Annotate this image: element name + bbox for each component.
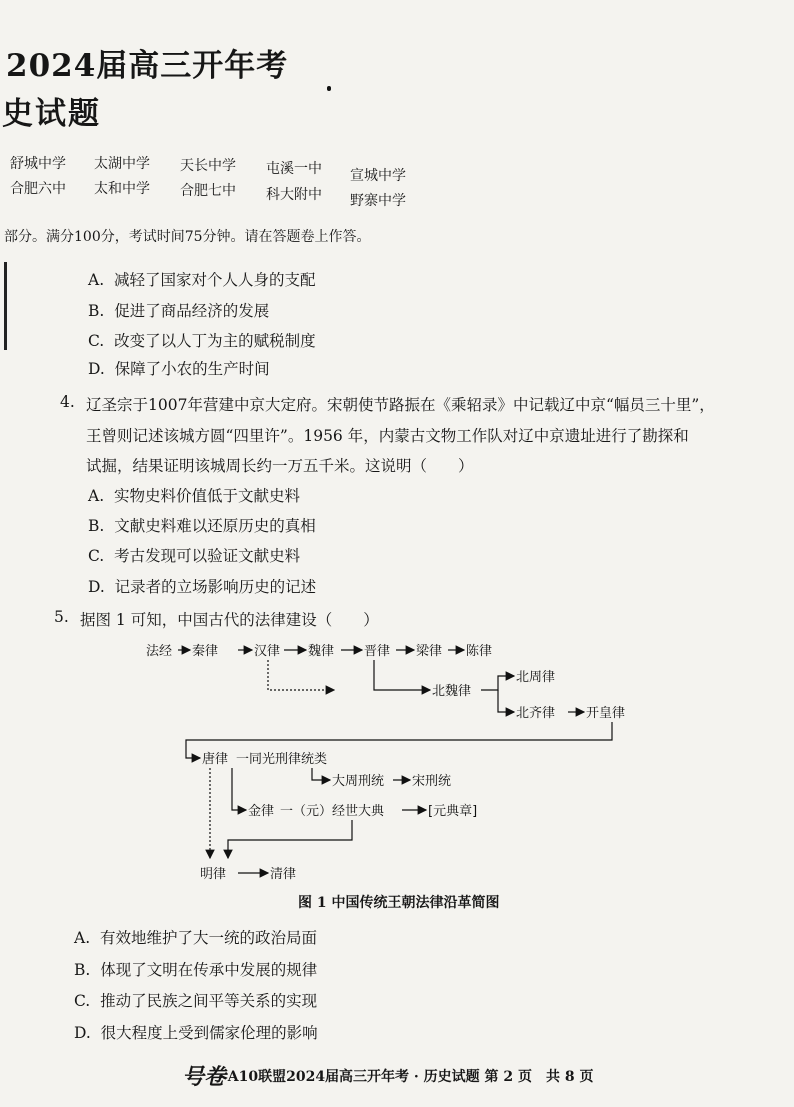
question-stem-line: 辽圣宗于1007年营建中京大定府。宋朝使节路振在《乘轺录》中记载辽中京“幅员三十里”， [86, 396, 715, 414]
node-fajing: 法经 [146, 644, 173, 659]
ink-dot [327, 86, 331, 91]
question-5-stem: 据图 1 可知，中国古代的法律建设（ ） [80, 611, 379, 629]
school-name: 太湖中学 [94, 156, 150, 172]
option-b: B. 促进了商品经济的发展 [88, 302, 270, 320]
node-qinglv: 清律 [270, 867, 297, 882]
option-c: C. 改变了以人丁为主的赋税制度 [88, 332, 316, 350]
node-qinlv: 秦律 [192, 644, 219, 659]
school-name: 野寨中学 [350, 193, 406, 209]
margin-line [4, 262, 7, 350]
node-hanlv: 汉律 [254, 644, 281, 659]
question-number: 4. [60, 393, 75, 411]
node-lianglv: 梁律 [416, 644, 443, 659]
school-name: 天长中学 [180, 158, 236, 174]
exam-title: 2024届高三开年考 [6, 48, 289, 84]
node-weilv: 魏律 [308, 644, 335, 659]
node-songxing: 宋刑统 [412, 774, 452, 789]
option-d: D. 很大程度上受到儒家伦理的影响 [74, 1024, 318, 1042]
node-yuan: 一（元）经世大典 [280, 804, 385, 819]
node-tanglv: 唐律 [202, 752, 229, 767]
school-name: 太和中学 [94, 181, 150, 197]
school-name: 合肥六中 [10, 181, 66, 197]
school-name: 合肥七中 [180, 183, 236, 199]
question-stem-line: 试掘，结果证明该城周长约一万五千米。这说明（ ） [86, 457, 474, 475]
node-beiweilv: 北魏律 [432, 684, 472, 699]
node-minglv: 明律 [200, 867, 227, 882]
option-a: A. 减轻了国家对个人人身的支配 [88, 271, 316, 289]
option-c: C. 考古发现可以验证文献史料 [88, 547, 301, 565]
exam-subject-title: 史试题 [2, 96, 101, 132]
school-name: 科大附中 [266, 187, 322, 203]
node-tongguang: 一同光刑律统类 [236, 752, 328, 767]
option-c: C. 推动了民族之间平等关系的实现 [74, 992, 318, 1010]
option-b: B. 文献史料难以还原历史的真相 [88, 517, 316, 535]
page-footer: · A10联盟2024届高三开年考 · 历史试题 第 2 页 共 8 页 [218, 1069, 594, 1085]
option-d: D. 保障了小农的生产时间 [88, 360, 270, 378]
option-b: B. 体现了文明在传承中发展的规律 [74, 961, 318, 979]
option-a: A. 有效地维护了大一统的政治局面 [74, 929, 317, 947]
node-kaihuanglv: 开皇律 [586, 706, 626, 721]
figure-caption: 图 1 中国传统王朝法律沿革简图 [298, 895, 500, 911]
node-dazhou: 大周刑统 [332, 774, 385, 789]
exam-instructions: 部分。满分100分，考试时间75分钟。请在答题卷上作答。 [4, 229, 371, 245]
option-a: A. 实物史料价值低于文献史料 [88, 487, 300, 505]
brand-logo: 号卷 [182, 1064, 227, 1090]
school-name: 舒城中学 [10, 156, 66, 172]
node-jinlv-jin: 金律 [248, 804, 275, 819]
question-stem-line: 王曾则记述该城方圆“四里许”。1956 年，内蒙古文物工作队对辽中京遗址进行了勘探和 [86, 427, 689, 445]
node-jinlv: 晋律 [364, 644, 391, 659]
node-beizhoulv: 北周律 [516, 670, 556, 685]
node-yuandian: [元典章] [428, 804, 478, 819]
law-evolution-diagram [0, 630, 794, 920]
node-chenlv: 陈律 [466, 644, 493, 659]
option-d: D. 记录者的立场影响历史的记述 [88, 578, 317, 596]
school-name: 屯溪一中 [266, 161, 322, 177]
school-name: 宣城中学 [350, 168, 406, 184]
node-beiqilv: 北齐律 [516, 706, 556, 721]
question-number: 5. [54, 608, 69, 626]
